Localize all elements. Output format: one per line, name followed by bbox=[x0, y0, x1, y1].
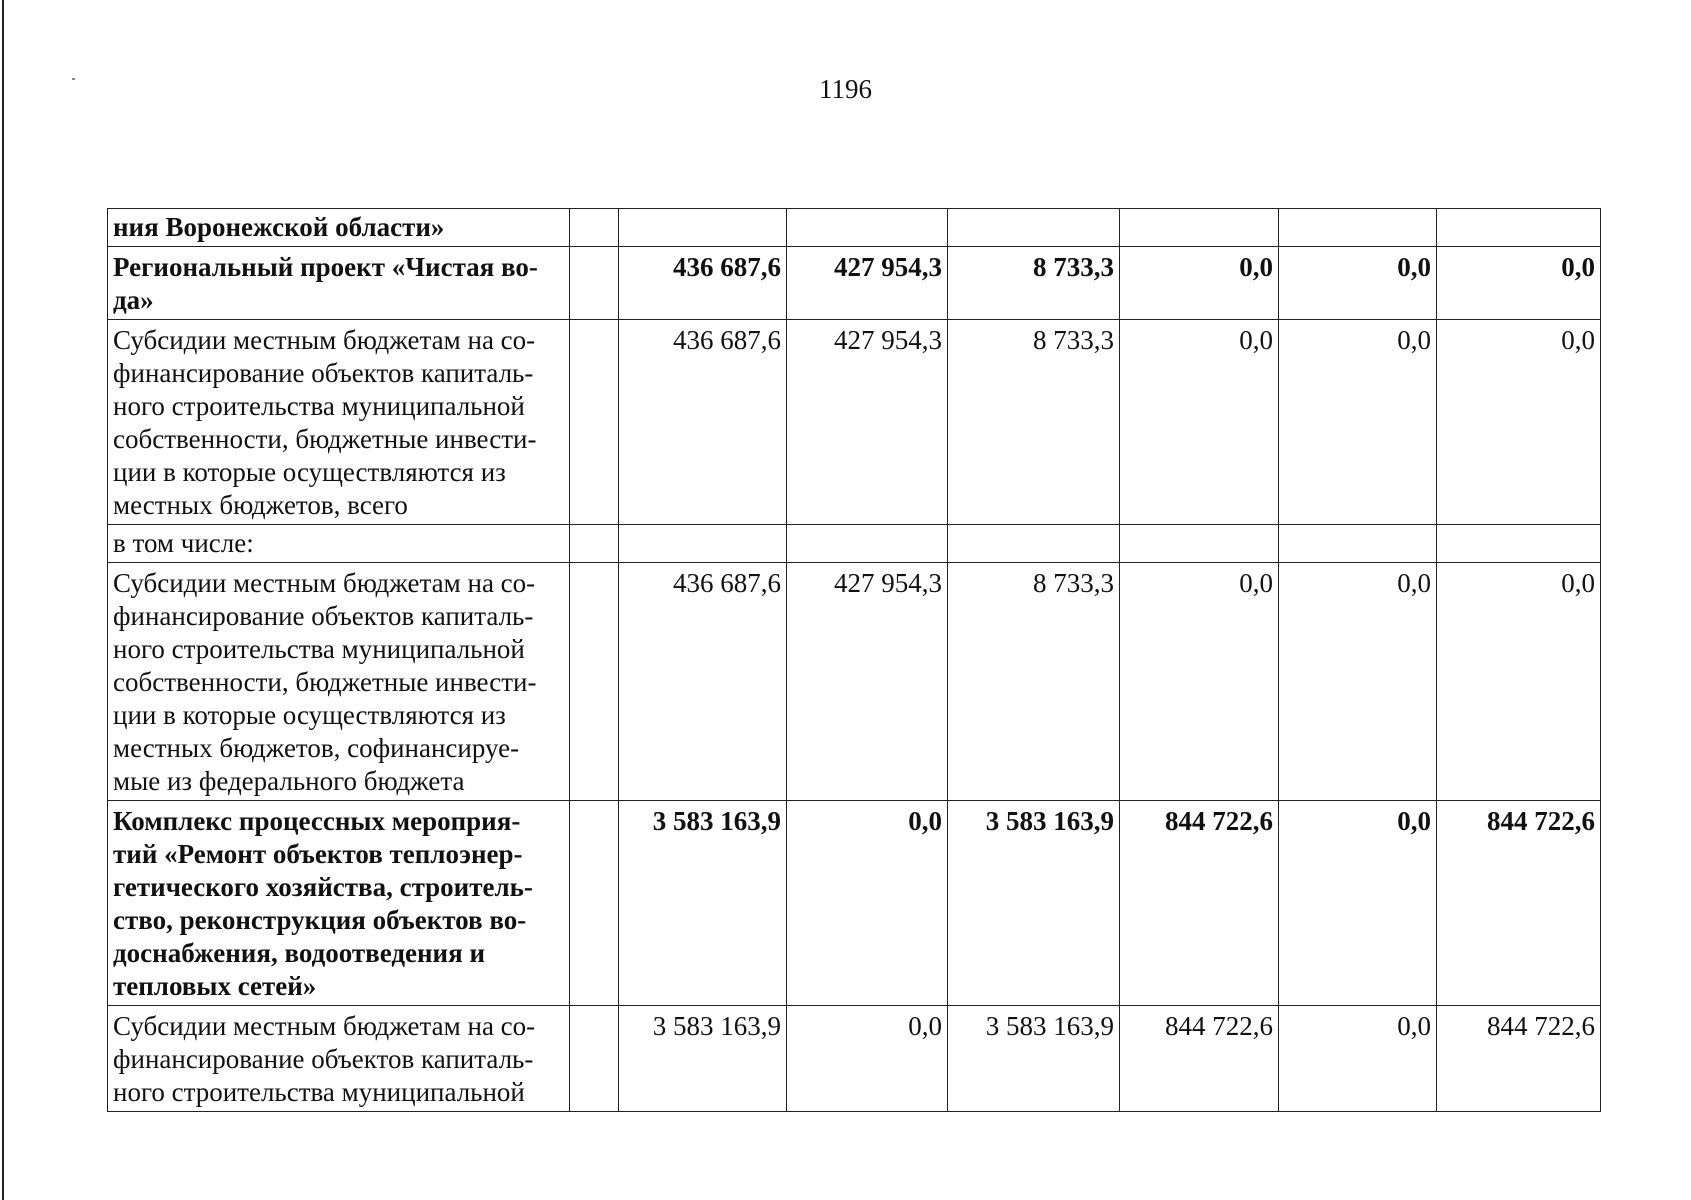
value-cell: 0,0 bbox=[1279, 1006, 1437, 1112]
value-cell bbox=[1279, 525, 1437, 563]
value-cell: 0,0 bbox=[787, 1006, 948, 1112]
spacer-cell bbox=[570, 247, 619, 320]
value-cell bbox=[619, 209, 787, 247]
spacer-cell bbox=[570, 563, 619, 801]
spacer-cell bbox=[570, 209, 619, 247]
value-cell: 0,0 bbox=[1279, 801, 1437, 1006]
value-cell: 0,0 bbox=[1120, 320, 1279, 525]
value-cell: 8 733,3 bbox=[948, 320, 1120, 525]
table-row bbox=[108, 563, 1601, 801]
value-cell: 3 583 163,9 bbox=[948, 801, 1120, 1006]
row-name: ния Воронежской области» bbox=[108, 209, 570, 247]
value-cell: 3 583 163,9 bbox=[619, 1006, 787, 1112]
value-cell: 0,0 bbox=[1279, 247, 1437, 320]
value-cell bbox=[1120, 209, 1279, 247]
row-name: в том числе: bbox=[108, 525, 570, 563]
value-cell: 3 583 163,9 bbox=[948, 1006, 1120, 1112]
row-name: Региональный проект «Чистая во-да» bbox=[108, 247, 570, 320]
value-cell: 0,0 bbox=[1279, 563, 1437, 801]
value-cell bbox=[787, 525, 948, 563]
value-cell bbox=[619, 525, 787, 563]
value-cell: 436 687,6 bbox=[619, 320, 787, 525]
value-cell: 8 733,3 bbox=[948, 563, 1120, 801]
spacer-cell bbox=[570, 320, 619, 525]
value-cell: 0,0 bbox=[1120, 247, 1279, 320]
spacer-cell bbox=[570, 1006, 619, 1112]
table-row bbox=[108, 247, 1601, 320]
table-row bbox=[108, 320, 1601, 525]
row-name: Субсидии местным бюджетам на со-финансирование объектов капиталь-ного строительства муниципальной bbox=[108, 1006, 570, 1112]
value-cell bbox=[1437, 525, 1601, 563]
spacer-cell bbox=[570, 525, 619, 563]
value-cell bbox=[1437, 209, 1601, 247]
value-cell bbox=[1279, 209, 1437, 247]
table-row bbox=[108, 525, 1601, 563]
value-cell bbox=[948, 525, 1120, 563]
table-row bbox=[108, 209, 1601, 247]
value-cell: 8 733,3 bbox=[948, 247, 1120, 320]
value-cell: 0,0 bbox=[1437, 247, 1601, 320]
value-cell: 0,0 bbox=[1279, 320, 1437, 525]
value-cell: 427 954,3 bbox=[787, 563, 948, 801]
value-cell: 0,0 bbox=[1120, 563, 1279, 801]
value-cell: 0,0 bbox=[1437, 563, 1601, 801]
value-cell: 0,0 bbox=[787, 801, 948, 1006]
table-row bbox=[108, 1006, 1601, 1112]
value-cell bbox=[1120, 525, 1279, 563]
page-number: 1196 bbox=[819, 74, 872, 104]
value-cell: 844 722,6 bbox=[1120, 801, 1279, 1006]
value-cell: 427 954,3 bbox=[787, 247, 948, 320]
table-row bbox=[108, 801, 1601, 1006]
value-cell: 436 687,6 bbox=[619, 563, 787, 801]
value-cell: 3 583 163,9 bbox=[619, 801, 787, 1006]
value-cell: 844 722,6 bbox=[1437, 1006, 1601, 1112]
row-name: Комплекс процессных мероприя-тий «Ремонт объектов теплоэнер-гетического хозяйства, строитель-ство, реконструкция объектов во-доснабжения, водоотведения и тепловых сетей» bbox=[108, 801, 570, 1006]
value-cell: 427 954,3 bbox=[787, 320, 948, 525]
value-cell bbox=[948, 209, 1120, 247]
spacer-cell bbox=[570, 801, 619, 1006]
budget-table bbox=[107, 208, 1601, 1112]
value-cell bbox=[787, 209, 948, 247]
row-name: Субсидии местным бюджетам на со-финансирование объектов капиталь-ного строительства муниципальной собственности, бюджетные инвести-ции в которые осуществляются из местных бюджетов, всего bbox=[108, 320, 570, 525]
value-cell: 844 722,6 bbox=[1437, 801, 1601, 1006]
value-cell: 0,0 bbox=[1437, 320, 1601, 525]
value-cell: 436 687,6 bbox=[619, 247, 787, 320]
value-cell: 844 722,6 bbox=[1120, 1006, 1279, 1112]
page-edge-line bbox=[2, 0, 4, 1200]
row-name: Субсидии местным бюджетам на со-финансирование объектов капиталь-ного строительства муниципальной собственности, бюджетные инвести-ции в которые осуществляются из местных бюджетов, софинансируе-мые из федерального бюджета bbox=[108, 563, 570, 801]
